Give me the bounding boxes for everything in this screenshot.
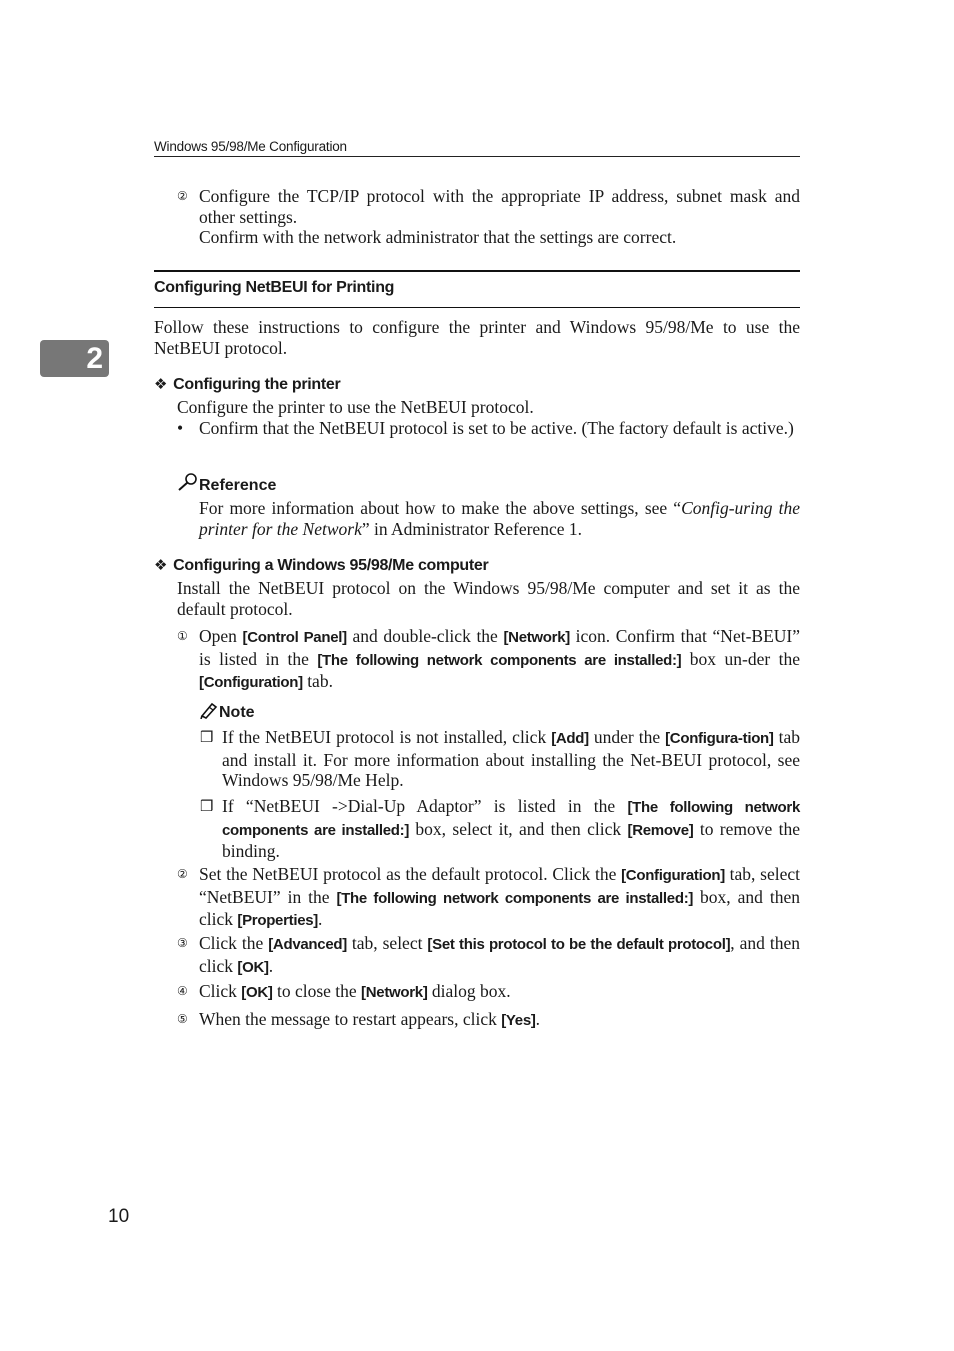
computer-text: Install the NetBEUI protocol on the Windows 95/98/Me computer and set it as the default protocol. [177,578,800,619]
ui-term: [Configura-tion] [665,730,774,747]
t: tab, select [346,933,428,953]
bullet-icon: • [177,418,184,438]
ui-term: [The following network components are installed:] [222,799,800,839]
magnifier-icon [177,472,199,492]
checkbox-icon: ❒ [200,797,214,815]
step-number: ② [177,867,188,881]
t: box un-der the [681,648,800,669]
t: box, and then click [199,886,800,929]
t: dialog box. [427,981,511,1001]
step-number: ② [177,189,188,203]
t: If “NetBEUI ->Dial-Up Adaptor” is listed in the [222,796,628,816]
step-text [199,864,800,932]
note-label: Note [219,704,255,721]
step-number: ⑤ [177,1012,188,1026]
ui-term: [Configuration] [621,867,725,884]
ui-term: [OK] [241,984,273,1001]
reference-heading [177,472,276,495]
ref-italic: Config-uring the printer for the Network [199,498,800,539]
pencil-icon [199,701,219,719]
ui-term: [Network] [503,629,570,646]
note-heading [199,701,255,722]
ui-term: [Properties] [237,912,318,929]
step-text [199,186,800,248]
page-number: 10 [108,1206,130,1227]
ui-term: [Network] [361,984,428,1001]
bullet-text: Confirm that the NetBEUI protocol is set to be active. (The factory default is active.) [199,418,794,438]
subhead-computer [154,556,488,575]
step-text [199,626,800,694]
ui-term: [Add] [551,730,589,747]
step-text [199,933,800,978]
t: box, select it, and then click [409,818,628,839]
section-rule-bottom [154,307,800,308]
t: Open [199,626,243,646]
chapter-tab: 2 [40,340,109,377]
checkbox-icon: ❒ [200,728,214,746]
t: . [317,909,323,929]
note-text [222,727,800,791]
ui-term: [Set this protocol to be the default protocol] [427,936,731,953]
step-text [199,981,800,1004]
running-header: Windows 95/98/Me Configuration [154,139,800,157]
step-text [199,1009,800,1032]
step-number: ① [177,629,188,643]
t: . [268,955,274,976]
t: to remove the binding. [222,818,801,861]
t: , and then click [199,933,800,976]
ui-term: [Yes] [501,1012,536,1029]
ref-text: ” in Administrator Reference 1. [361,518,582,539]
t: tab, select “NetBEUI” in the [199,864,800,907]
step-number: ③ [177,936,188,950]
ui-term: [OK] [237,958,269,976]
ui-term: [Configuration] [199,674,303,691]
t: to close the [272,981,362,1001]
ui-term: [Advanced] [268,936,347,953]
t: When the message to restart appears, click [199,1009,502,1029]
ui-term: [Remove] [627,821,694,839]
subhead-label: Configuring the printer [173,376,341,393]
t: under the [588,727,666,747]
section-intro: Follow these instructions to configure the printer and Windows 95/98/Me to use the NetBEUI protocol. [154,317,800,358]
ui-term: [The following network components are installed:] [317,651,682,669]
t: tab and install it. For more information about installing the Net-BEUI protocol, see Windows 95/98/Me Help. [222,727,800,790]
note-text [222,796,800,862]
section-rule-top [154,270,800,272]
t: Set the NetBEUI protocol as the default protocol. Click the [199,864,622,884]
diamond-icon: ❖ [154,556,168,574]
t: . [535,1009,540,1029]
step-line: Configure the TCP/IP protocol with the appropriate IP address, subnet mask and other settings. [199,186,800,227]
ui-term: [The following network components are installed:] [336,889,694,907]
printer-text: Configure the printer to use the NetBEUI protocol. [177,397,534,417]
subhead-label: Configuring a Windows 95/98/Me computer [173,557,489,574]
section-title: Configuring NetBEUI for Printing [154,279,395,296]
t: Click the [199,933,269,953]
t: and double-click the [346,626,504,646]
ui-term: [Control Panel] [242,629,347,646]
printer-bullet [177,418,800,439]
step-line: Confirm with the network administrator that the settings are correct. [199,227,677,247]
t: tab. [302,671,333,691]
t: Click [199,981,242,1001]
step-number: ④ [177,984,188,998]
subhead-printer [154,375,340,394]
t: icon. Confirm that “Net-BEUI” is listed in the [199,626,800,669]
ref-text: For more information about how to make the above settings, see “ [199,498,682,518]
reference-text [199,498,800,539]
reference-label: Reference [199,477,277,494]
diamond-icon: ❖ [154,375,168,393]
t: If the NetBEUI protocol is not installed, click [222,727,552,747]
